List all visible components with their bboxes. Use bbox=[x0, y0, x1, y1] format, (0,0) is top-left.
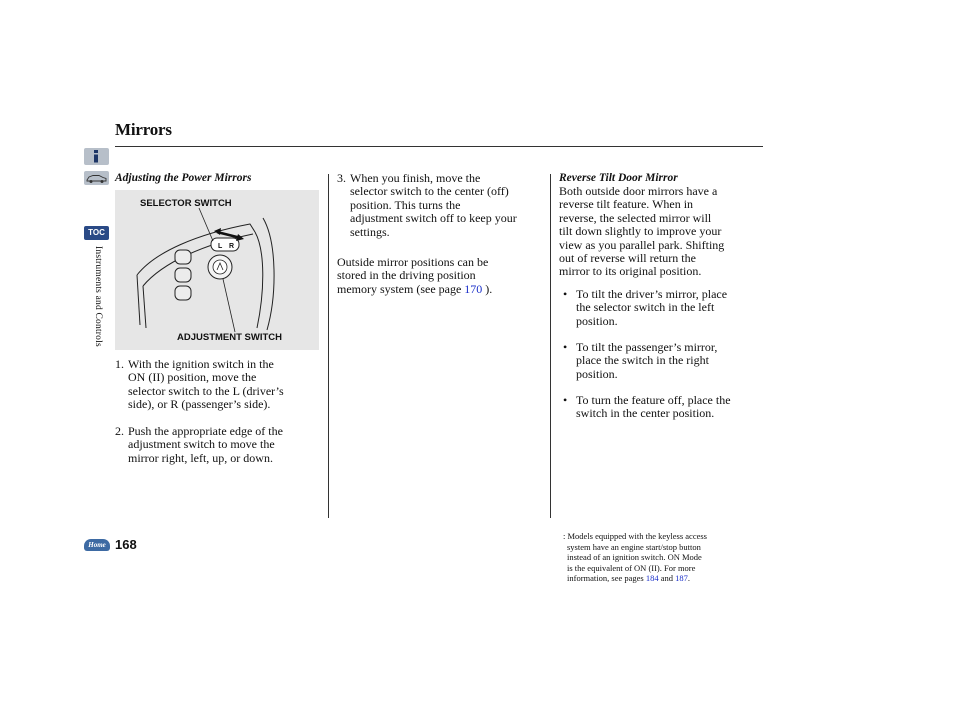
mirror-switch-figure bbox=[115, 190, 319, 350]
home-button[interactable]: Home bbox=[84, 539, 110, 551]
section-side-label: Instruments and Controls bbox=[93, 246, 103, 347]
switch-letter-l: L bbox=[218, 243, 223, 250]
car-icon[interactable] bbox=[84, 171, 109, 185]
info-icon[interactable] bbox=[84, 148, 109, 165]
keyless-footnote: : Models equipped with the keyless access system have an engine start/stop button instead of an ignition switch. ON Mode is the equivalent of ON (II). For more information, see pages 184 and 187. bbox=[563, 531, 707, 584]
title-rule bbox=[115, 146, 763, 147]
switch-illustration bbox=[115, 190, 319, 350]
adjustment-switch-label: ADJUSTMENT SWITCH bbox=[177, 332, 283, 343]
page-170-link[interactable]: 170 bbox=[464, 281, 483, 296]
selector-switch-label: SELECTOR SWITCH bbox=[140, 198, 232, 209]
info-glyph-icon bbox=[84, 148, 109, 165]
switch-letter-r: R bbox=[229, 243, 235, 250]
column-divider-1 bbox=[328, 174, 329, 518]
page-187-link[interactable]: 187 bbox=[675, 573, 688, 584]
page-title: Mirrors bbox=[115, 120, 172, 139]
toc-button[interactable]: TOC bbox=[84, 226, 109, 240]
subhead-adjusting: Adjusting the Power Mirrors bbox=[115, 172, 252, 184]
car-glyph-icon bbox=[84, 171, 109, 185]
page-number: 168 bbox=[115, 537, 137, 552]
memory-paragraph: Outside mirror positions can be stored in the driving position memory system (see page 170 ). bbox=[337, 255, 493, 296]
column-divider-2 bbox=[550, 174, 551, 518]
page-184-link[interactable]: 184 bbox=[645, 573, 659, 584]
reverse-tilt-intro: Both outside door mirrors have a reverse tilt feature. When in reverse, the selected mirror will tilt down slightly to improve your view as you parallel park. Shifting out of reverse will return the mirror to its original position. bbox=[559, 184, 725, 279]
subhead-reverse-tilt: Reverse Tilt Door Mirror bbox=[559, 172, 678, 184]
